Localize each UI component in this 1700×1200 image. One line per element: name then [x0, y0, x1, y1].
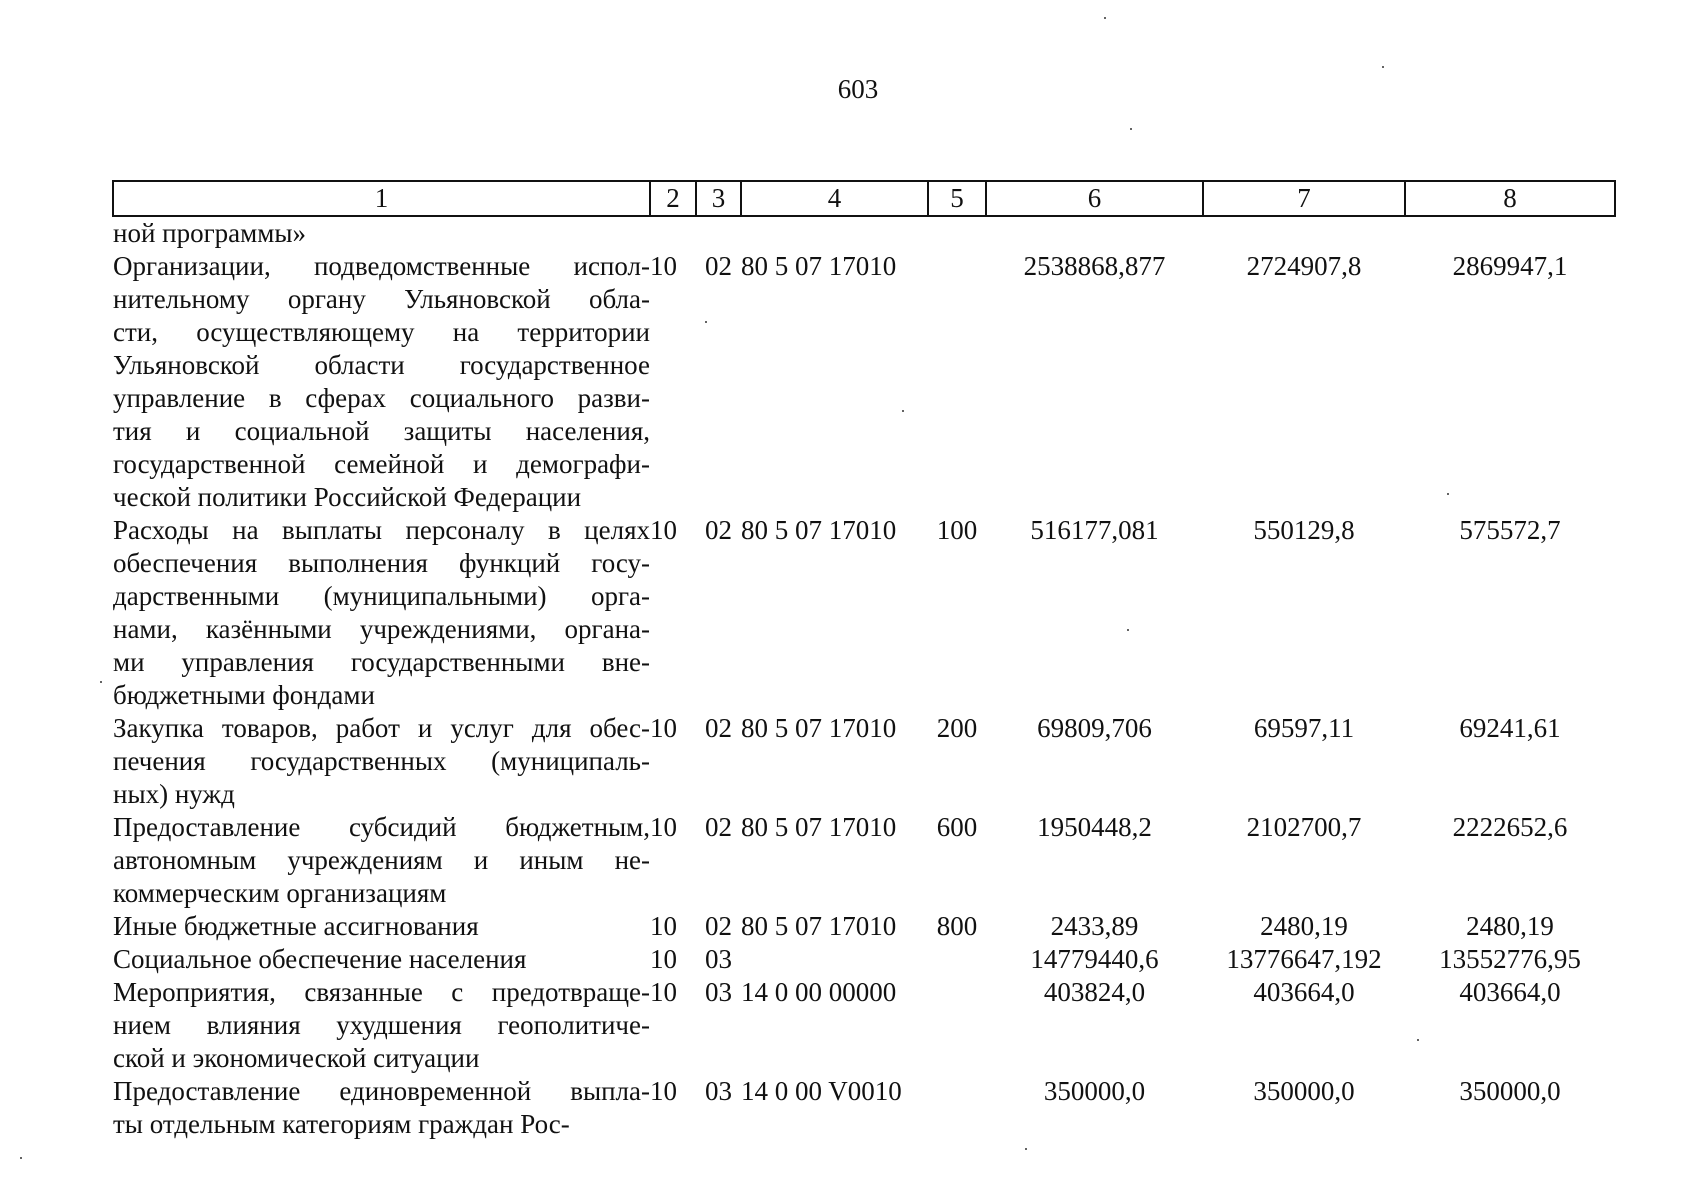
subsection-code: 02 — [705, 515, 732, 545]
description-line: ных) нужд — [113, 779, 235, 809]
scan-speck — [1025, 1148, 1027, 1150]
description-line: коммерческим организациям — [113, 878, 447, 908]
target-article-code: 80 5 07 17010 — [741, 713, 897, 743]
budget-table — [112, 180, 1616, 1141]
scan-speck — [1127, 629, 1129, 631]
description-line: сти, осуществляющему на территории — [113, 317, 650, 347]
row-description — [113, 216, 650, 250]
description-line: автономным учреждениям и иным не- — [113, 845, 650, 875]
table-row — [113, 910, 1615, 943]
scan-speck — [1130, 128, 1132, 130]
description-line: дарственными (муниципальными) орга- — [113, 581, 650, 611]
row-description — [113, 976, 650, 1075]
description-line: Организации, подведомственные испол- — [113, 251, 650, 281]
section-code: 10 — [650, 944, 677, 974]
amount-col-7: 2102700,7 — [1246, 812, 1362, 842]
column-header-5: 5 — [928, 181, 986, 216]
amount-col-7: 13776647,192 — [1226, 944, 1382, 974]
amount-col-6: 403824,0 — [1043, 977, 1146, 1007]
subsection-code: 03 — [705, 977, 732, 1007]
description-line: ми управления государственными вне- — [113, 647, 650, 677]
column-header-2: 2 — [650, 181, 696, 216]
description-line: нительному органу Ульяновской обла- — [113, 284, 650, 314]
subsection-code: 02 — [705, 251, 732, 281]
description-line: Предоставление субсидий бюджетным, — [113, 812, 650, 842]
description-line: бюджетными фондами — [113, 680, 375, 710]
column-header-1: 1 — [113, 181, 650, 216]
table-row — [113, 514, 1615, 712]
scan-speck — [1104, 17, 1106, 19]
section-code: 10 — [650, 515, 677, 545]
amount-col-8 — [1405, 216, 1615, 250]
expense-type-code: 200 — [936, 713, 978, 743]
description-line: Закупка товаров, работ и услуг для обес- — [113, 713, 650, 743]
description-line: ты отдельным категориям граждан Рос- — [113, 1109, 570, 1139]
description-line: Предоставление единовременной выпла- — [113, 1076, 650, 1106]
subsection-code: 03 — [705, 944, 732, 974]
expense-type-code — [928, 976, 986, 1075]
description-line: Иные бюджетные ассигнования — [113, 911, 479, 941]
description-line: печения государственных (муниципаль- — [113, 746, 650, 776]
table-row — [113, 216, 1615, 250]
amount-col-6: 516177,081 — [1030, 515, 1159, 545]
table-row — [113, 811, 1615, 910]
scan-speck — [100, 681, 102, 683]
description-line: ской и экономической ситуации — [113, 1043, 480, 1073]
target-article-code: 14 0 00 V0010 — [741, 1076, 902, 1106]
amount-col-7: 69597,11 — [1253, 713, 1355, 743]
section-code: 10 — [650, 713, 677, 743]
row-description — [113, 811, 650, 910]
amount-col-6: 2538868,877 — [1023, 251, 1166, 281]
description-line: Мероприятия, связанные с предотвраще- — [113, 977, 650, 1007]
description-line: ной программы» — [113, 218, 306, 248]
table-row — [113, 712, 1615, 811]
column-header-3: 3 — [696, 181, 741, 216]
amount-col-7 — [1203, 216, 1405, 250]
amount-col-8: 2222652,6 — [1452, 812, 1568, 842]
description-line: тия и социальной защиты населения, — [113, 416, 650, 446]
section-code: 10 — [650, 1076, 677, 1106]
amount-col-8: 2480,19 — [1466, 911, 1554, 941]
target-article-code: 80 5 07 17010 — [741, 251, 897, 281]
row-description — [113, 712, 650, 811]
amount-col-6: 2433,89 — [1050, 911, 1139, 941]
scan-speck — [1447, 493, 1449, 495]
row-description — [113, 910, 650, 943]
amount-col-8: 13552776,95 — [1439, 944, 1581, 974]
description-line: государственной семейной и демографи- — [113, 449, 650, 479]
subsection-code: 03 — [705, 1076, 732, 1106]
amount-col-6: 1950448,2 — [1037, 812, 1152, 842]
expense-type-code: 100 — [936, 515, 978, 545]
target-article-code: 80 5 07 17010 — [741, 515, 897, 545]
amount-col-8: 575572,7 — [1459, 515, 1561, 545]
table-row — [113, 1075, 1615, 1141]
target-article-code: 14 0 00 00000 — [741, 977, 897, 1007]
subsection-code — [696, 216, 741, 250]
subsection-code: 02 — [705, 911, 732, 941]
table-row — [113, 976, 1615, 1075]
amount-col-7: 2724907,8 — [1246, 251, 1362, 281]
description-line: Ульяновской области государственное — [113, 350, 650, 380]
description-line: Социальное обеспечение населения — [113, 944, 527, 974]
description-line: нами, казёнными учреждениями, органа- — [113, 614, 650, 644]
column-header-6: 6 — [986, 181, 1203, 216]
scan-speck — [705, 321, 707, 323]
target-article-code: 80 5 07 17010 — [741, 911, 897, 941]
expense-type-code — [928, 250, 986, 514]
amount-col-6 — [986, 216, 1203, 250]
scan-speck — [1417, 1039, 1419, 1041]
description-line: нием влияния ухудшения геополитиче- — [113, 1010, 650, 1040]
scan-speck — [1382, 66, 1384, 68]
target-article-code — [741, 943, 928, 976]
amount-col-6: 350000,0 — [1043, 1076, 1146, 1106]
amount-col-7: 403664,0 — [1253, 977, 1355, 1007]
row-description — [113, 250, 650, 514]
amount-col-8: 403664,0 — [1459, 977, 1561, 1007]
section-code: 10 — [650, 812, 677, 842]
column-header-8: 8 — [1405, 181, 1615, 216]
scan-speck — [20, 1157, 22, 1159]
amount-col-8: 69241,61 — [1459, 713, 1561, 743]
expense-type-code: 600 — [936, 812, 978, 842]
expense-type-code: 800 — [936, 911, 978, 941]
subsection-code: 02 — [705, 713, 732, 743]
row-description — [113, 943, 650, 976]
expense-type-code — [928, 1075, 986, 1141]
description-line: обеспечения выполнения функций госу- — [113, 548, 650, 578]
amount-col-6: 69809,706 — [1037, 713, 1152, 743]
row-description — [113, 514, 650, 712]
target-article-code — [741, 216, 928, 250]
amount-col-7: 350000,0 — [1253, 1076, 1355, 1106]
row-description — [113, 1075, 650, 1141]
amount-col-8: 2869947,1 — [1452, 251, 1568, 281]
amount-col-6: 14779440,6 — [1030, 944, 1159, 974]
section-code: 10 — [650, 251, 677, 281]
description-line: Расходы на выплаты персоналу в целях — [113, 515, 650, 545]
amount-col-7: 550129,8 — [1253, 515, 1355, 545]
amount-col-7: 2480,19 — [1260, 911, 1348, 941]
description-line: ческой политики Российской Федерации — [113, 482, 582, 512]
scan-speck — [902, 410, 904, 412]
table-row — [113, 943, 1615, 976]
column-header-7: 7 — [1203, 181, 1405, 216]
column-header-4: 4 — [741, 181, 928, 216]
expense-type-code — [928, 216, 986, 250]
target-article-code: 80 5 07 17010 — [741, 812, 897, 842]
amount-col-8: 350000,0 — [1459, 1076, 1561, 1106]
header-row — [113, 181, 1615, 216]
section-code: 10 — [650, 977, 677, 1007]
section-code: 10 — [650, 911, 677, 941]
section-code — [650, 216, 696, 250]
description-line: управление в сферах социального разви- — [113, 383, 650, 413]
subsection-code: 02 — [705, 812, 732, 842]
table-row — [113, 250, 1615, 514]
page-number: 603 — [837, 74, 879, 104]
expense-type-code — [928, 943, 986, 976]
